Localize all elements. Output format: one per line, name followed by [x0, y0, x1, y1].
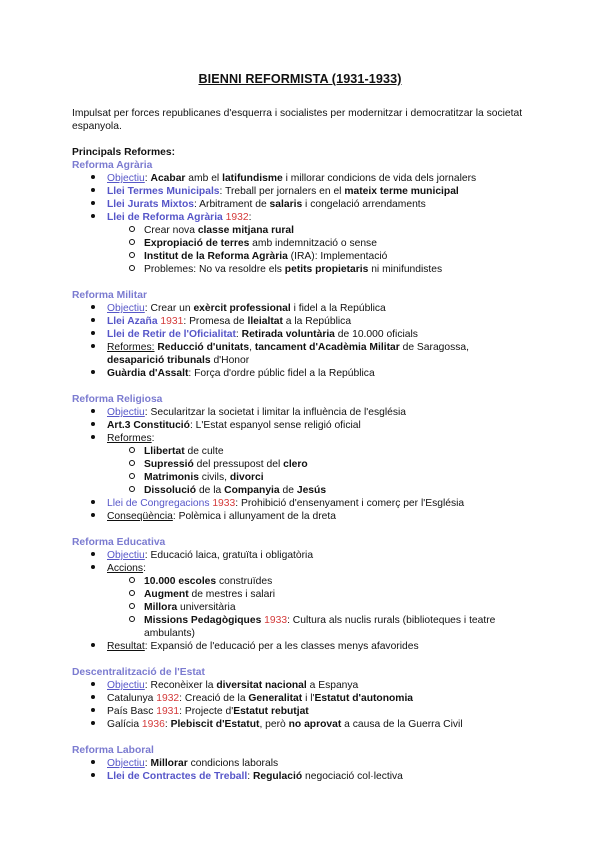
- estat-bullet-pais-basc: País Basc 1931: Projecte d'Estatut rebutjat: [107, 705, 309, 718]
- bullet-dot: [91, 718, 95, 731]
- law-name: Llei de Contractes de Treball: [107, 771, 248, 782]
- section-title-estat: Descentralització de l'Estat: [72, 667, 205, 678]
- bullet-circle: [129, 601, 135, 614]
- religiosa-bullet-objectiu: Objectiu: Secularitzar la societat i limitar la influència de l'església: [107, 406, 406, 419]
- law-name: Llei de Reforma Agrària: [107, 212, 223, 223]
- agraria-sub-institut: Institut de la Reforma Agrària (IRA): Implementació: [144, 250, 387, 263]
- bullet-dot: [91, 315, 95, 328]
- estat-bullet-catalunya: Catalunya 1932: Creació de la Generalitat i l'Estatut d'autonomia: [107, 692, 413, 705]
- section-title-laboral: Reforma Laboral: [72, 745, 154, 756]
- educativa-sub-missions-cont: ambulants): [144, 628, 195, 639]
- objectiu-link[interactable]: Objectiu: [107, 173, 145, 184]
- law-name: Llei Termes Municipals: [107, 186, 220, 197]
- bullet-dot: [91, 211, 95, 224]
- militar-bullet-objectiu: Objectiu: Crear un exèrcit professional i fidel a la República: [107, 302, 386, 315]
- educativa-sub-missions: Missions Pedagògiques 1933: Cultura als nuclis rurals (biblioteques i teatre: [144, 614, 495, 627]
- agraria-sub-problemes: Problemes: No va resoldre els petits propietaris ni minifundistes: [144, 263, 442, 276]
- year: 1932: [222, 212, 249, 223]
- laboral-bullet-objectiu: Objectiu: Millorar condicions laborals: [107, 757, 278, 770]
- bullet-circle: [129, 458, 135, 471]
- bullet-circle: [129, 484, 135, 497]
- bullet-dot: [91, 770, 95, 783]
- year: 1933: [209, 498, 236, 509]
- year: 1936: [139, 719, 165, 730]
- section-title-militar: Reforma Militar: [72, 290, 147, 301]
- objectiu-link[interactable]: Objectiu: [107, 550, 145, 561]
- intro-paragraph: Impulsat per forces republicanes d'esquerra i socialistes per modernitzar i democratitzar la societat espanyola.: [72, 108, 523, 132]
- bullet-dot: [91, 406, 95, 419]
- educativa-bullet-objectiu: Objectiu: Educació laica, gratuïta i obligatòria: [107, 549, 313, 562]
- law-name: Llei Azaña: [107, 316, 158, 327]
- agraria-bullet-llei-reforma: Llei de Reforma Agrària 1932:: [107, 211, 251, 224]
- principals-label: Principals Reformes:: [72, 147, 176, 158]
- reformes-link[interactable]: Reformes:: [107, 342, 155, 353]
- religiosa-sub-supressio: Supressió del pressupost del clero: [144, 458, 308, 471]
- agraria-bullet-objectiu: Objectiu: Acabar amb el latifundisme i millorar condicions de vida dels jornalers: [107, 172, 476, 185]
- bullet-dot: [91, 679, 95, 692]
- bullet-dot: [91, 432, 95, 445]
- objectiu-link[interactable]: Objectiu: [107, 680, 145, 691]
- objectiu-link[interactable]: Objectiu: [107, 303, 145, 314]
- agraria-bullet-termes: Llei Termes Municipals: Treball per jornalers en el mateix terme municipal: [107, 185, 459, 198]
- agraria-bullet-jurats: Llei Jurats Mixtos: Arbitrament de salaris i congelació arrendaments: [107, 198, 426, 211]
- bullet-circle: [129, 445, 135, 458]
- accions-link[interactable]: Accions: [107, 563, 144, 574]
- bullet-dot: [91, 341, 95, 354]
- law-name: Llei de Retir de l'Oficialitat: [107, 329, 236, 340]
- educativa-bullet-accions: Accions:: [107, 562, 146, 575]
- estat-bullet-objectiu: Objectiu: Reconèixer la diversitat nacional a Espanya: [107, 679, 358, 692]
- reformes-link[interactable]: Reformes: [107, 433, 152, 444]
- bullet-circle: [129, 237, 135, 250]
- consequencia-link[interactable]: Conseqüència: [107, 511, 173, 522]
- educativa-sub-millora: Millora universitària: [144, 601, 236, 614]
- agraria-sub-classe: Crear nova classe mitjana rural: [144, 224, 294, 237]
- objectiu-link[interactable]: Objectiu: [107, 407, 145, 418]
- militar-bullet-retir: Llei de Retir de l'Oficialitat: Retirada voluntària de 10.000 oficials: [107, 328, 418, 341]
- bullet-circle: [129, 588, 135, 601]
- bullet-dot: [91, 367, 95, 380]
- militar-bullet-guardia: Guàrdia d'Assalt: Força d'ordre públic fidel a la República: [107, 367, 375, 380]
- section-title-educativa: Reforma Educativa: [72, 537, 166, 548]
- religiosa-bullet-reformes: Reformes:: [107, 432, 155, 445]
- militar-bullet-reformes: Reformes: Reducció d'unitats, tancament d'Acadèmia Militar de Saragossa,: [107, 341, 469, 354]
- bullet-circle: [129, 224, 135, 237]
- year: 1933: [261, 615, 288, 626]
- resultat-link[interactable]: Resultat: [107, 641, 145, 652]
- religiosa-sub-llibertat: Llibertat de culte: [144, 445, 224, 458]
- bullet-circle: [129, 263, 135, 276]
- bullet-dot: [91, 640, 95, 653]
- bullet-dot: [91, 562, 95, 575]
- religiosa-bullet-art3: Art.3 Constitució: L'Estat espanyol sense religió oficial: [107, 419, 361, 432]
- bullet-circle: [129, 575, 135, 588]
- religiosa-bullet-congregacions: Llei de Congregacions 1933: Prohibició d'ensenyament i comerç per l'Església: [107, 497, 464, 510]
- year: 1931: [153, 706, 180, 717]
- law-name: Llei Jurats Mixtos: [107, 199, 194, 210]
- educativa-bullet-resultat: Resultat: Expansió de l'educació per a les classes menys afavorides: [107, 640, 419, 653]
- bullet-dot: [91, 497, 95, 510]
- religiosa-sub-matrimonis: Matrimonis civils, divorci: [144, 471, 264, 484]
- bullet-dot: [91, 185, 95, 198]
- bullet-dot: [91, 328, 95, 341]
- bullet-dot: [91, 198, 95, 211]
- agraria-sub-expropiacio: Expropiació de terres amb indemnització o sense: [144, 237, 377, 250]
- militar-bullet-azana: Llei Azaña 1931: Promesa de lleialtat a la República: [107, 315, 351, 328]
- bullet-dot: [91, 549, 95, 562]
- religiosa-bullet-consequencia: Conseqüència: Polèmica i allunyament de la dreta: [107, 510, 336, 523]
- bullet-dot: [91, 302, 95, 315]
- section-title-religiosa: Reforma Religiosa: [72, 394, 163, 405]
- bullet-circle: [129, 250, 135, 263]
- estat-bullet-galicia: Galícia 1936: Plebiscit d'Estatut, però no aprovat a causa de la Guerra Civil: [107, 718, 463, 731]
- militar-bullet-reformes-cont: desaparició tribunals d'Honor: [107, 355, 250, 366]
- laboral-bullet-contractes: Llei de Contractes de Treball: Regulació negociació col·lectiva: [107, 770, 403, 783]
- educativa-sub-augment: Augment de mestres i salari: [144, 588, 275, 601]
- objectiu-link[interactable]: Objectiu: [107, 758, 145, 769]
- bullet-dot: [91, 757, 95, 770]
- law-name: Llei de Congregacions: [107, 498, 210, 509]
- year: 1932: [153, 693, 180, 704]
- bullet-circle: [129, 614, 135, 627]
- bullet-dot: [91, 172, 95, 185]
- year: 1931: [157, 316, 184, 327]
- bullet-dot: [91, 692, 95, 705]
- page-title: BIENNI REFORMISTA (1931-1933): [198, 72, 402, 86]
- bullet-circle: [129, 471, 135, 484]
- bullet-dot: [91, 705, 95, 718]
- section-title-agraria: Reforma Agrària: [72, 160, 153, 171]
- educativa-sub-escoles: 10.000 escoles construïdes: [144, 575, 272, 588]
- bullet-dot: [91, 419, 95, 432]
- bullet-dot: [91, 510, 95, 523]
- religiosa-sub-dissolucio: Dissolució de la Companyia de Jesús: [144, 484, 326, 497]
